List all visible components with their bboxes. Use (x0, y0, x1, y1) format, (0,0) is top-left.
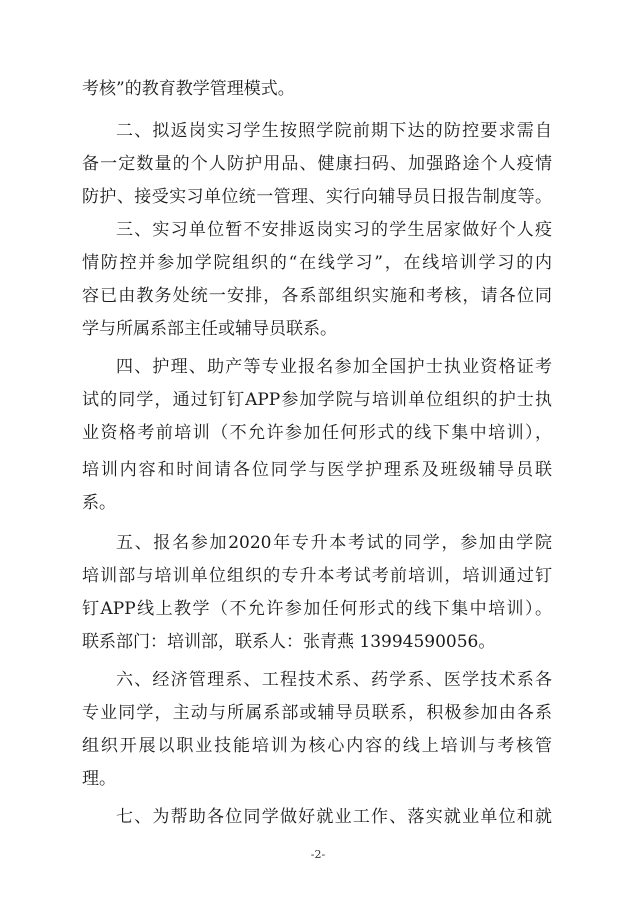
paragraph-line: 钉APP线上教学（不允许参加任何形式的线下集中培训）。 (82, 599, 552, 619)
paragraph-line: 六、经济管理系、工程技术系、药学系、医学技术系各 (116, 670, 552, 690)
paragraph-line: 试的同学，通过钉钉APP参加学院与培训单位组织的护士执 (82, 390, 552, 410)
paragraph-line: 容已由教务处统一安排，各系部组织实施和考核，请各位同 (82, 286, 552, 306)
contact-line: 联系部门：培训部，联系人：张青燕 13994590056。 (82, 632, 496, 652)
paragraph-line: 情防控并参加学院组织的“在线学习”，在线培训学习的内 (82, 253, 552, 273)
paragraph-line: 培训内容和时间请各位同学与医学护理系及班级辅导员联 (82, 460, 552, 480)
paragraph-line: 系。 (82, 493, 116, 513)
paragraph-line: 培训部与培训单位组织的专升本考试考前培训，培训通过钉 (82, 566, 552, 586)
paragraph-line: 五、报名参加2020年专升本考试的同学，参加由学院 (116, 533, 552, 553)
paragraph-line: 防护、接受实习单位统一管理、实行向辅导员日报告制度等。 (82, 187, 552, 207)
paragraph-line: 组织开展以职业技能培训为核心内容的线上培训与考核管 (82, 736, 552, 756)
paragraph-line: 考核”的教育教学管理模式。 (82, 79, 295, 99)
paragraph-line: 三、实习单位暂不安排返岗实习的学生居家做好个人疫 (116, 220, 552, 240)
paragraph-line: 备一定数量的个人防护用品、健康扫码、加强路途个人疫情 (82, 154, 552, 174)
paragraph-line: 理。 (82, 769, 116, 789)
paragraph-line: 四、护理、助产等专业报名参加全国护士执业资格证考 (116, 357, 552, 377)
paragraph-line: 学与所属系部主任或辅导员联系。 (82, 319, 337, 339)
paragraph-line: 七、为帮助各位同学做好就业工作、落实就业单位和就 (116, 807, 552, 827)
page-number: -2- (310, 848, 326, 861)
paragraph-line: 业资格考前培训（不允许参加任何形式的线下集中培训）， (82, 423, 552, 443)
paragraph-line: 专业同学，主动与所属系部或辅导员联系，积极参加由各系 (82, 703, 552, 723)
paragraph-line: 二、拟返岗实习学生按照学院前期下达的防控要求需自 (116, 121, 552, 141)
